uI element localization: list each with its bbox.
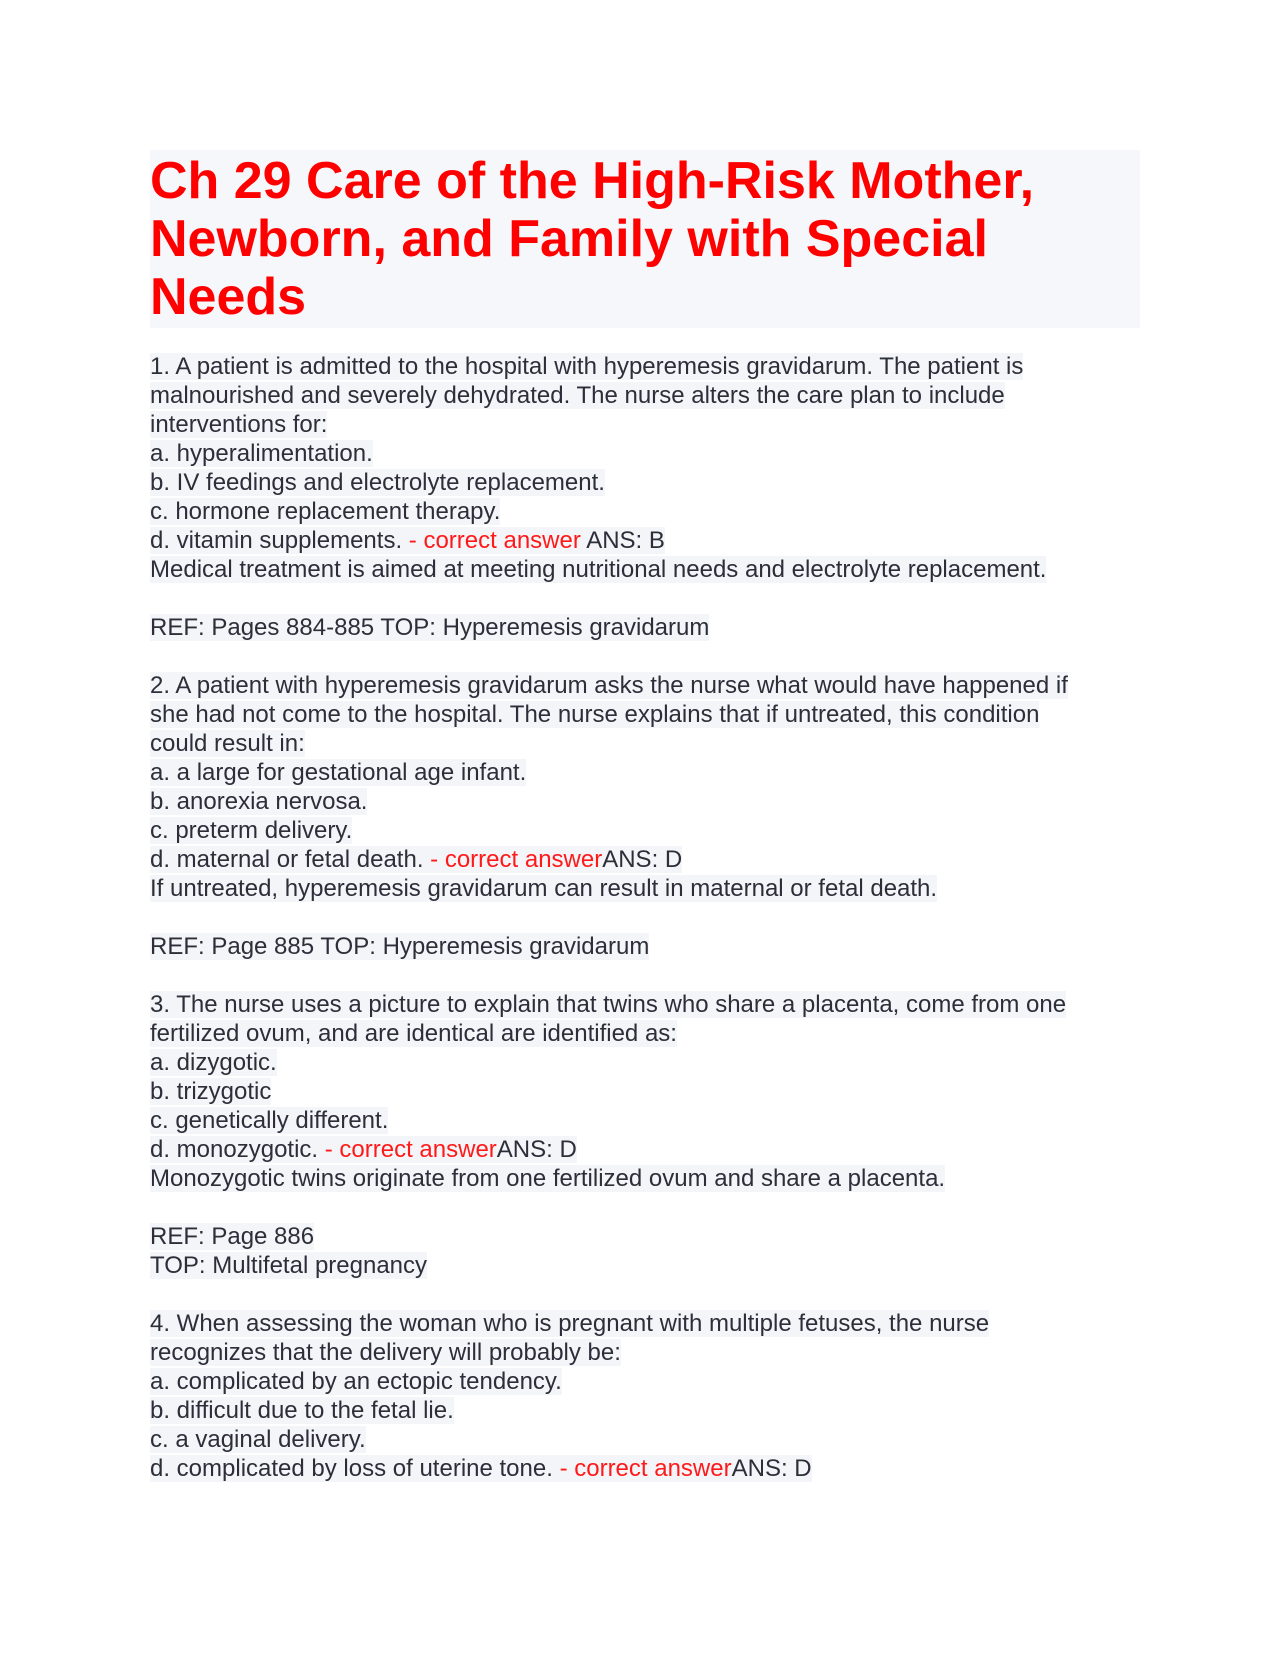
answer-option-b: b. difficult due to the fetal lie. [150,1397,454,1424]
question-stem-line: she had not come to the hospital. The nurse explains that if untreated, this condition [150,701,1040,728]
question-stem-line: 4. When assessing the woman who is pregnant with multiple fetuses, the nurse [150,1310,990,1337]
question-stem-line: 2. A patient with hyperemesis gravidarum asks the nurse what would have happened if [150,672,1068,699]
reference-line: REF: Page 885 TOP: Hyperemesis gravidarum [150,933,650,960]
correct-answer-marker: - correct answer [324,1136,497,1163]
question-3 [150,990,1140,1309]
rationale: Medical treatment is aimed at meeting nutritional needs and electrolyte replacement. [150,556,1047,583]
answer-option-c: c. preterm delivery. [150,817,353,844]
correct-answer-marker: - correct answer [430,846,603,873]
answer-key: ANS: B [580,527,665,554]
answer-option-b: b. trizygotic [150,1078,272,1105]
question-stem-line: interventions for: [150,411,328,438]
question-4 [150,1309,1140,1483]
reference-line: REF: Page 886 [150,1223,315,1250]
answer-key: ANS: D [602,846,683,873]
question-stem-line: fertilized ovum, and are identical are identified as: [150,1020,677,1047]
question-2 [150,671,1140,990]
answer-key: ANS: D [731,1455,812,1482]
page-title: Ch 29 Care of the High-Risk Mother, Newborn, and Family with Special Needs [150,150,1140,328]
answer-option-b: b. anorexia nervosa. [150,788,368,815]
correct-answer-marker: - correct answer [408,527,581,554]
question-stem-line: could result in: [150,730,305,757]
document-page [150,150,1140,1483]
rationale: Monozygotic twins originate from one fertilized ovum and share a placenta. [150,1165,946,1192]
rationale: If untreated, hyperemesis gravidarum can result in maternal or fetal death. [150,875,938,902]
answer-option-a: a. a large for gestational age infant. [150,759,527,786]
answer-option-c: c. a vaginal delivery. [150,1426,366,1453]
answer-option-c: c. hormone replacement therapy. [150,498,501,525]
question-stem-line: 3. The nurse uses a picture to explain that twins who share a placenta, come from one [150,991,1067,1018]
answer-option-d: d. maternal or fetal death. [150,846,431,873]
answer-option-c: c. genetically different. [150,1107,389,1134]
topic-line: TOP: Multifetal pregnancy [150,1252,428,1279]
answer-key: ANS: D [496,1136,577,1163]
question-stem-line: malnourished and severely dehydrated. The nurse alters the care plan to include [150,382,1005,409]
answer-option-d: d. complicated by loss of uterine tone. [150,1455,560,1482]
question-1 [150,352,1140,671]
answer-option-a: a. hyperalimentation. [150,440,373,467]
question-stem-line: 1. A patient is admitted to the hospital with hyperemesis gravidarum. The patient is [150,353,1024,380]
answer-option-d: d. monozygotic. [150,1136,325,1163]
question-stem-line: recognizes that the delivery will probably be: [150,1339,621,1366]
answer-option-a: a. complicated by an ectopic tendency. [150,1368,562,1395]
answer-option-d: d. vitamin supplements. [150,527,409,554]
answer-option-a: a. dizygotic. [150,1049,277,1076]
answer-option-b: b. IV feedings and electrolyte replacement. [150,469,605,496]
reference-line: REF: Pages 884-885 TOP: Hyperemesis gravidarum [150,614,710,641]
correct-answer-marker: - correct answer [559,1455,732,1482]
